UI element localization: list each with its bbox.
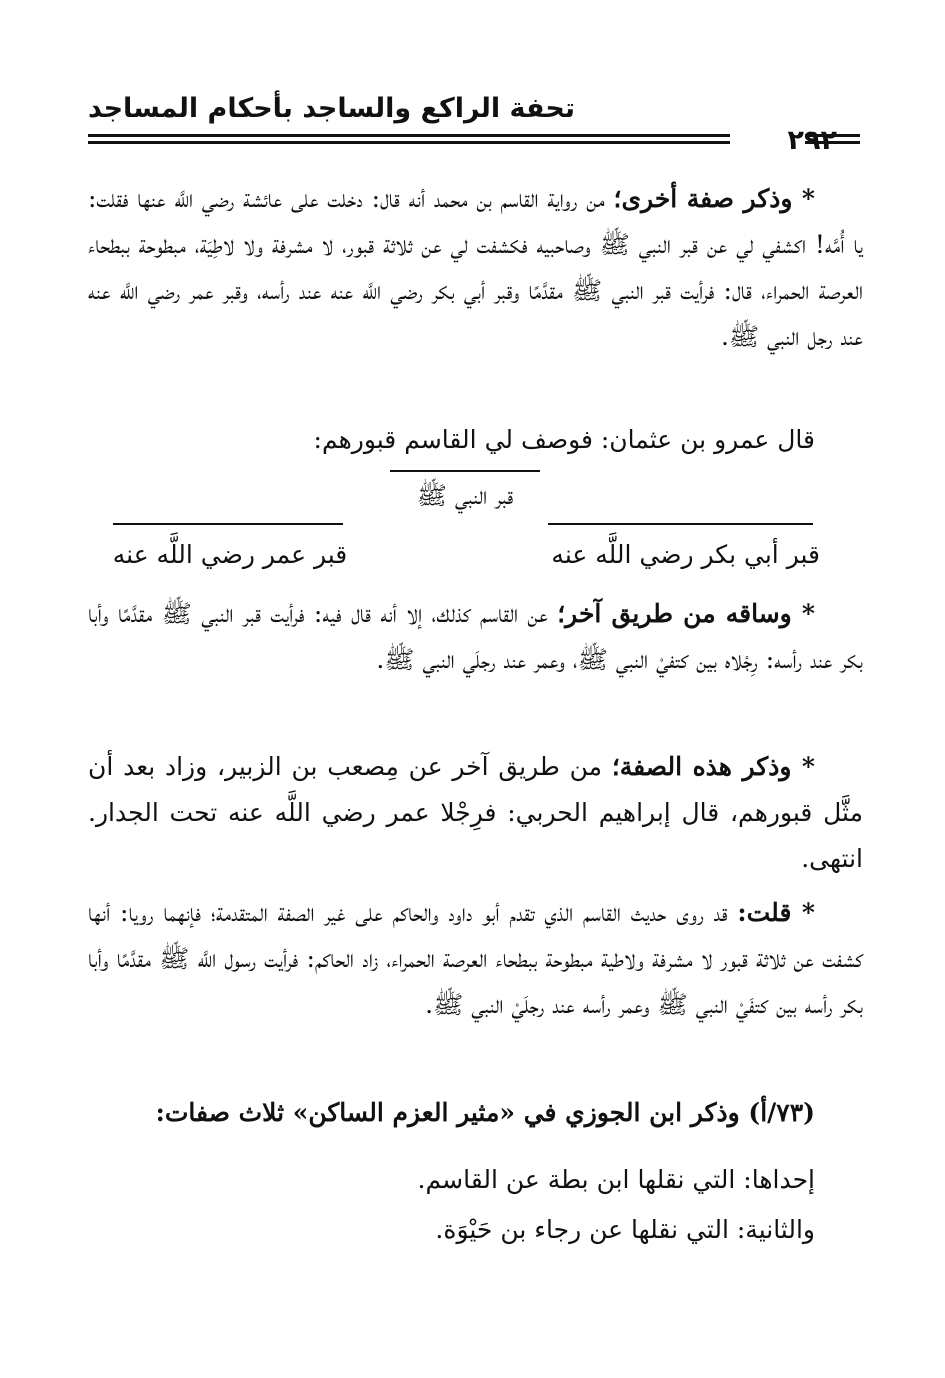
paragraph-4-lead: * وذكر هذه الصفة؛: [611, 752, 816, 781]
paragraph-3-text: عن القاسم كذلك، إلا أنه قال فيه: فرأيت قبر النبي ﷺ مقدَّمًا وأبا بكر عند رأسه: رِجْلاه بين كتفيْ النبي ﷺ، وعمر عند رجلَي النبي ﷺ.: [88, 599, 863, 674]
paragraph-8-text: والثانية: التي نقلها عن رجاء بن حَيْوَة.: [435, 1215, 815, 1244]
paragraph-2-text: قال عمرو بن عثمان: فوصف لي القاسم قبورهم:: [313, 425, 815, 454]
paragraph-3-lead: * وساقه من طريق آخر؛: [557, 599, 815, 628]
abubakr-grave-label: قبر أبي بكر رضي اللَّه عنه: [551, 540, 820, 569]
paragraph-1-text: من رواية القاسم بن محمد أنه قال: دخلت على عائشة رضي اللَّه عنها فقلت: يا أُمَّه! اكشفي لي عن قبر النبي ﷺ وصاحبيه فكشفت لي عن ثلاثة قبور، لا مشرفة ولا لاطِيَة، مبطوحة ببطحاء العرصة الحمراء، قال: فرأيت قبر النبي ﷺ مقدَّمًا وقبر أبي بكر رضي اللَّه عنه عند رأسه، وقبر عمر رضي اللَّه عنه عند رجل النبي ﷺ.: [88, 184, 863, 351]
paragraph-1: [88, 176, 863, 360]
prophet-grave-line: [390, 470, 540, 472]
paragraph-8: [88, 1207, 863, 1253]
paragraph-2: [88, 417, 863, 463]
umar-grave-label: قبر عمر رضي اللَّه عنه: [112, 540, 348, 569]
running-title: تحفة الراكع والساجد بأحكام المساجد: [88, 93, 575, 124]
header-rule-short: [805, 134, 860, 144]
paragraph-3: [88, 591, 863, 683]
prophet-grave-label: قبر النبي ﷺ: [416, 481, 514, 510]
paragraph-7-text: إحداها: التي نقلها ابن بطة عن القاسم.: [417, 1165, 815, 1194]
paragraph-1-lead: * وذكر صفة أخرى؛: [613, 184, 815, 213]
umar-grave-line: [113, 523, 343, 525]
header-rule: [88, 134, 730, 144]
paragraph-5: [88, 890, 863, 1028]
paragraph-4-text: من طريق آخر عن مِصعب بن الزبير، وزاد بعد أن مثَّل قبورهم، قال إبراهيم الحربي: فرِجْلا عمر رضي اللَّه عنه تحت الجدار. انتهى.: [88, 752, 863, 873]
paragraph-4: [88, 744, 863, 882]
paragraph-6: [88, 1090, 863, 1136]
page-number-text: ٢٩٢: [787, 125, 837, 156]
paragraph-7: [88, 1157, 863, 1203]
paragraph-5-lead: * قلت:: [737, 898, 815, 927]
abubakr-grave-line: [548, 523, 813, 525]
paragraph-5-text: قد روى حديث القاسم الذي تقدم أبو داود والحاكم على غير الصفة المتقدمة؛ فإنهما رويا: أنها كشفت عن ثلاثة قبور لا مشرفة ولاطية مبطوحة ببطحاء العرصة الحمراء، زاد الحاكم: فرأيت رسول اللَّه ﷺ مقدَّمًا وأبا بكر رأسه بين كتفَيْ النبي ﷺ وعمر رأسه عند رجلَيْ النبي ﷺ.: [88, 898, 863, 1019]
paragraph-6-text: (٧٣/أ) وذكر ابن الجوزي في «مثير العزم الساكن» ثلاث صفات:: [155, 1098, 815, 1127]
